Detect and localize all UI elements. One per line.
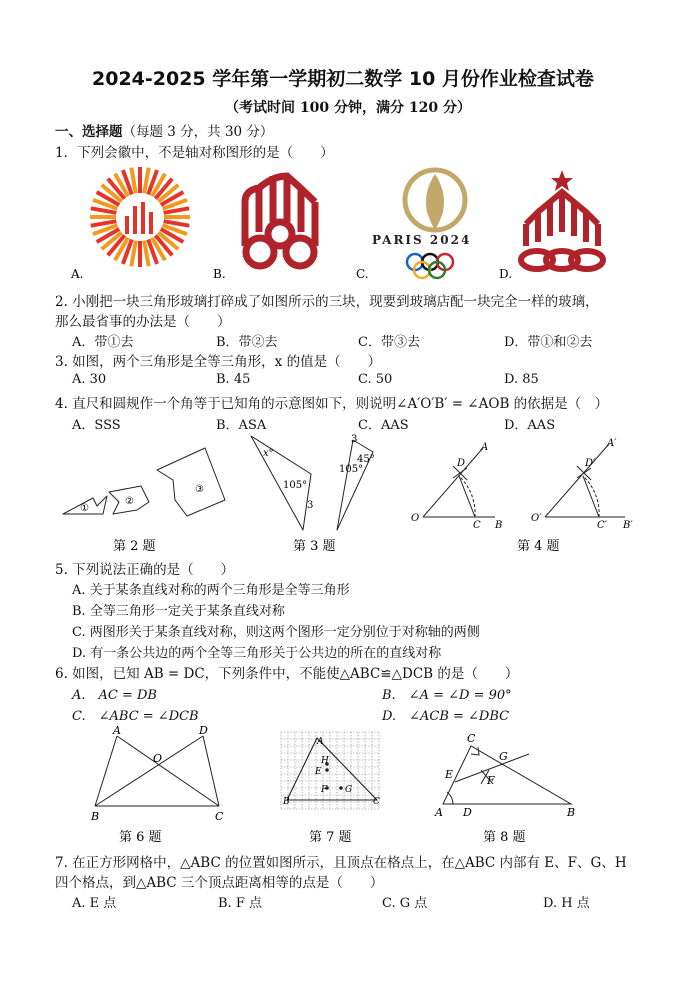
q4-option-b[interactable]: B．ASA — [216, 418, 267, 433]
q6-option-c[interactable]: C. ∠ABC = ∠DCB — [72, 709, 199, 724]
q7-option-b[interactable]: B. F 点 — [218, 896, 262, 911]
section-note: （每题 3 分，共 30 分） — [122, 124, 274, 140]
q2-stem-line2: 那么最省事的办法是（ ） — [55, 314, 231, 330]
figure-row-2 — [55, 724, 695, 850]
fig2-piece-3: ③ — [195, 484, 204, 495]
fig4-label-o: O — [411, 513, 420, 524]
fig7-caption: 第 7 题 — [309, 830, 352, 845]
q7-option-a[interactable]: A. E 点 — [72, 896, 117, 911]
fig4-label-a-prime: A′ — [607, 438, 617, 449]
fig7-label-g: G — [345, 785, 353, 795]
fig8-caption: 第 8 题 — [483, 830, 526, 845]
q3-option-c[interactable]: C. 50 — [358, 372, 393, 387]
fig7-label-f: F — [321, 785, 328, 795]
paris-wordmark: PARIS 2024 — [372, 233, 472, 247]
exam-subtitle: （考试时间 100 分钟，满分 120 分） — [225, 100, 471, 116]
q6-stem: 6. 如图，已知 AB = DC，下列条件中，不能使△ABC≌△DCB 的是（ ） — [55, 666, 519, 682]
fig6-label-a: A — [113, 724, 121, 737]
q5-stem: 5. 下列说法正确的是（ ） — [55, 562, 235, 578]
fig3-label-3-left: 3 — [307, 500, 314, 511]
fig6-label-b: B — [91, 810, 100, 823]
q5-option-b[interactable]: B. 全等三角形一定关于某条直线对称 — [72, 604, 285, 619]
q6-option-a[interactable]: A. AC = DB — [72, 688, 157, 703]
q4-option-a[interactable]: A．SSS — [72, 418, 121, 433]
fig4-label-d: D — [457, 458, 466, 469]
q5-option-d[interactable]: D. 有一条公共边的两个全等三角形关于公共边的所在的直线对称 — [72, 646, 442, 661]
fig7-grid — [281, 732, 379, 809]
q4-stem: 4. 直尺和圆规作一个角等于已知角的示意图如下，则说明∠A′O′B′ = ∠AOB 的依据是（ ） — [55, 396, 609, 412]
q3-option-d[interactable]: D. 85 — [504, 372, 539, 387]
q2-stem-line1: 2. 小刚把一块三角形玻璃打碎成了如图所示的三块，现要到玻璃店配一块完全一样的玻璃， — [55, 294, 599, 310]
emblem-b — [245, 176, 315, 266]
fig8-label-d: D — [463, 806, 472, 819]
q7-option-d[interactable]: D. H 点 — [543, 896, 590, 911]
q2-option-d[interactable]: D．带①和②去 — [504, 335, 593, 350]
fig3-label-45: 45° — [357, 454, 375, 465]
fig4-label-o-prime: O′ — [531, 513, 542, 524]
fig8-label-e: E — [445, 768, 454, 781]
q3-option-b[interactable]: B. 45 — [216, 372, 251, 387]
fig7-label-a: A — [317, 737, 324, 747]
section-heading — [55, 120, 273, 140]
fig6-label-c: C — [215, 810, 224, 823]
fig4-label-b-prime: B′ — [623, 520, 633, 531]
fig6-trapezoid — [95, 736, 219, 806]
fig2-piece-2: ② — [125, 496, 134, 507]
fig8-label-g: G — [499, 750, 508, 763]
q1-emblems — [71, 162, 695, 284]
fig2-caption: 第 2 题 — [113, 539, 156, 554]
fig3-label-105-right: 105° — [339, 464, 364, 475]
emblem-a-sunburst — [90, 167, 190, 267]
emblem-d — [521, 170, 603, 269]
fig4-label-a: A — [481, 442, 489, 453]
fig3-caption: 第 3 题 — [293, 539, 336, 554]
q1-stem: 1．下列会徽中，不是轴对称图形的是（ ） — [55, 145, 334, 161]
figure-row-1 — [55, 430, 695, 558]
fig7-label-h: H — [321, 756, 329, 766]
q3-option-a[interactable]: A. 30 — [72, 372, 107, 387]
q7-stem-line2: 四个格点，到△ABC 三个顶点距离相等的点是（ ） — [55, 875, 384, 891]
fig8-label-c: C — [467, 732, 476, 745]
q5-option-c[interactable]: C. 两图形关于某条直线对称，则这两个图形一定分别位于对称轴的两侧 — [72, 625, 480, 640]
fig3-label-x: x° — [263, 448, 274, 459]
emblem-label-c: C. — [356, 267, 369, 281]
fig8-label-b: B — [567, 806, 576, 819]
section-title: 一、选择题 — [55, 124, 123, 140]
fig7-points — [325, 762, 343, 790]
emblem-label-d: D. — [499, 267, 513, 281]
q2-option-a[interactable]: A．带①去 — [72, 335, 134, 350]
q5-option-a[interactable]: A. 关于某条直线对称的两个三角形是全等三角形 — [72, 583, 350, 598]
q7-stem-line1: 7. 在正方形网格中，△ABC 的位置如图所示，且顶点在格点上，在△ABC 内部有 E、F、G、H — [55, 855, 627, 871]
q2-option-c[interactable]: C．带③去 — [358, 335, 420, 350]
q6-option-b[interactable]: B. ∠A = ∠D = 90° — [382, 688, 512, 703]
fig4-caption: 第 4 题 — [517, 539, 560, 554]
fig3-label-3-right: 3 — [351, 434, 358, 445]
fig6-label-d: D — [199, 724, 208, 737]
fig7-triangle — [287, 738, 377, 800]
q7-option-c[interactable]: C. G 点 — [382, 896, 428, 911]
fig4-label-c-prime: C′ — [597, 520, 607, 531]
fig6-label-o: O — [153, 752, 163, 765]
fig4-label-c: C — [473, 520, 481, 531]
fig8-label-a: A — [435, 806, 443, 819]
fig4-label-d-prime: D′ — [585, 458, 596, 469]
fig3-label-105-left: 105° — [283, 480, 308, 491]
q4-option-d[interactable]: D．AAS — [504, 418, 556, 433]
emblem-label-a: A. — [71, 267, 84, 281]
fig8-label-f: F — [487, 774, 495, 787]
q2-option-b[interactable]: B．带②去 — [216, 335, 278, 350]
exam-title: 2024-2025 学年第一学期初二数学 10 月份作业检查试卷 — [92, 68, 594, 90]
fig4-angle-a1o1b1 — [545, 444, 625, 517]
emblem-label-b: B. — [213, 267, 226, 281]
fig2-piece-1: ① — [80, 503, 89, 514]
fig7-label-e: E — [315, 767, 322, 777]
fig7-label-c: C — [373, 797, 380, 807]
fig6-caption: 第 6 题 — [119, 830, 162, 845]
fig4-label-b: B — [495, 520, 503, 531]
emblem-c-paris — [372, 170, 471, 278]
q4-option-c[interactable]: C．AAS — [358, 418, 409, 433]
fig7-label-b: B — [283, 797, 290, 807]
q3-stem: 3. 如图，两个三角形是全等三角形，x 的值是（ ） — [55, 354, 382, 370]
q6-option-d[interactable]: D. ∠ACB = ∠DBC — [382, 709, 510, 724]
